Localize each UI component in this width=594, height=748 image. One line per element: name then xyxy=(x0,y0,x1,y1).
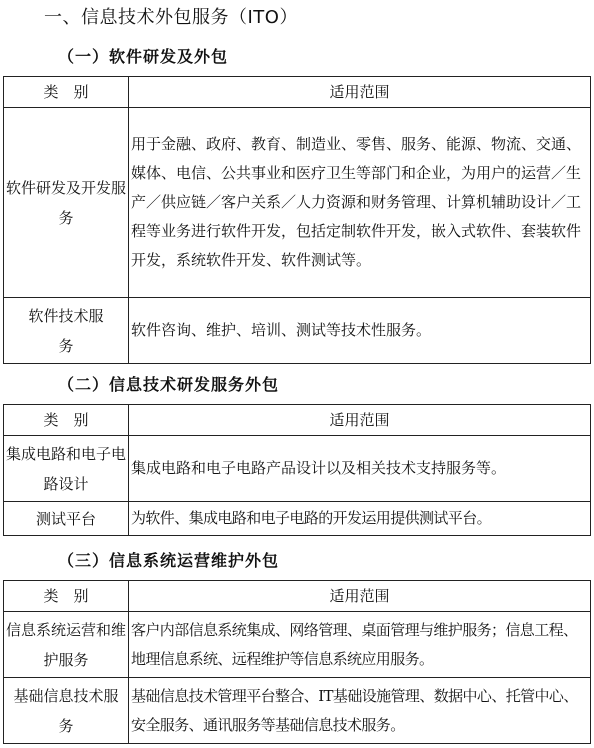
table-row xyxy=(4,502,591,536)
table-row xyxy=(4,108,591,298)
row-category: 软件技术服务 xyxy=(4,298,129,364)
table-header-row xyxy=(4,405,591,436)
row-category: 测试平台 xyxy=(4,502,129,536)
header-category: 类 别 xyxy=(4,581,129,612)
row-scope: 集成电路和电子电路产品设计以及相关技术支持服务等。 xyxy=(129,436,591,502)
section-title-software: （一）软件研发及外包 xyxy=(58,47,229,66)
table-row xyxy=(4,298,591,364)
table-header-row xyxy=(4,77,591,108)
row-scope: 用于金融、政府、教育、制造业、零售、服务、能源、物流、交通、媒体、电信、公共事业和医疗卫生等部门和企业，为用户的运营／生产／供应链／客户关系／人力资源和财务管理、计算机辅助设计／工程等业务进行软件开发，包括定制软件开发，嵌入式软件、套装软件开发，系统软件开发、软件测试等。 xyxy=(129,108,591,298)
section-title-ops: （三）信息系统运营维护外包 xyxy=(58,551,280,570)
row-scope: 客户内部信息系统集成、网络管理、桌面管理与维护服务；信息工程、地理信息系统、远程维护等信息系统应用服务。 xyxy=(129,612,591,678)
table-it-rd xyxy=(3,404,591,536)
table-header-row xyxy=(4,581,591,612)
table-row xyxy=(4,612,591,678)
section-title-it-rd: （二）信息技术研发服务外包 xyxy=(58,375,280,394)
row-category: 基础信息技术服务 xyxy=(4,678,129,744)
table-software xyxy=(3,76,591,364)
table-row xyxy=(4,678,591,744)
row-category: 集成电路和电子电路设计 xyxy=(4,436,129,502)
header-scope: 适用范围 xyxy=(129,581,591,612)
row-scope: 软件咨询、维护、培训、测试等技术性服务。 xyxy=(129,298,591,364)
row-scope: 基础信息技术管理平台整合、IT基础设施管理、数据中心、托管中心、安全服务、通讯服务等基础信息技术服务。 xyxy=(129,678,591,744)
table-row xyxy=(4,436,591,502)
header-category: 类 别 xyxy=(4,405,129,436)
row-category: 信息系统运营和维护服务 xyxy=(4,612,129,678)
table-ops xyxy=(3,580,591,744)
main-heading: 一、信息技术外包服务（ITO） xyxy=(44,7,298,28)
row-category: 软件研发及开发服务 xyxy=(4,108,129,298)
header-scope: 适用范围 xyxy=(129,77,591,108)
header-category: 类 别 xyxy=(4,77,129,108)
header-scope: 适用范围 xyxy=(129,405,591,436)
row-scope: 为软件、集成电路和电子电路的开发运用提供测试平台。 xyxy=(129,502,591,536)
